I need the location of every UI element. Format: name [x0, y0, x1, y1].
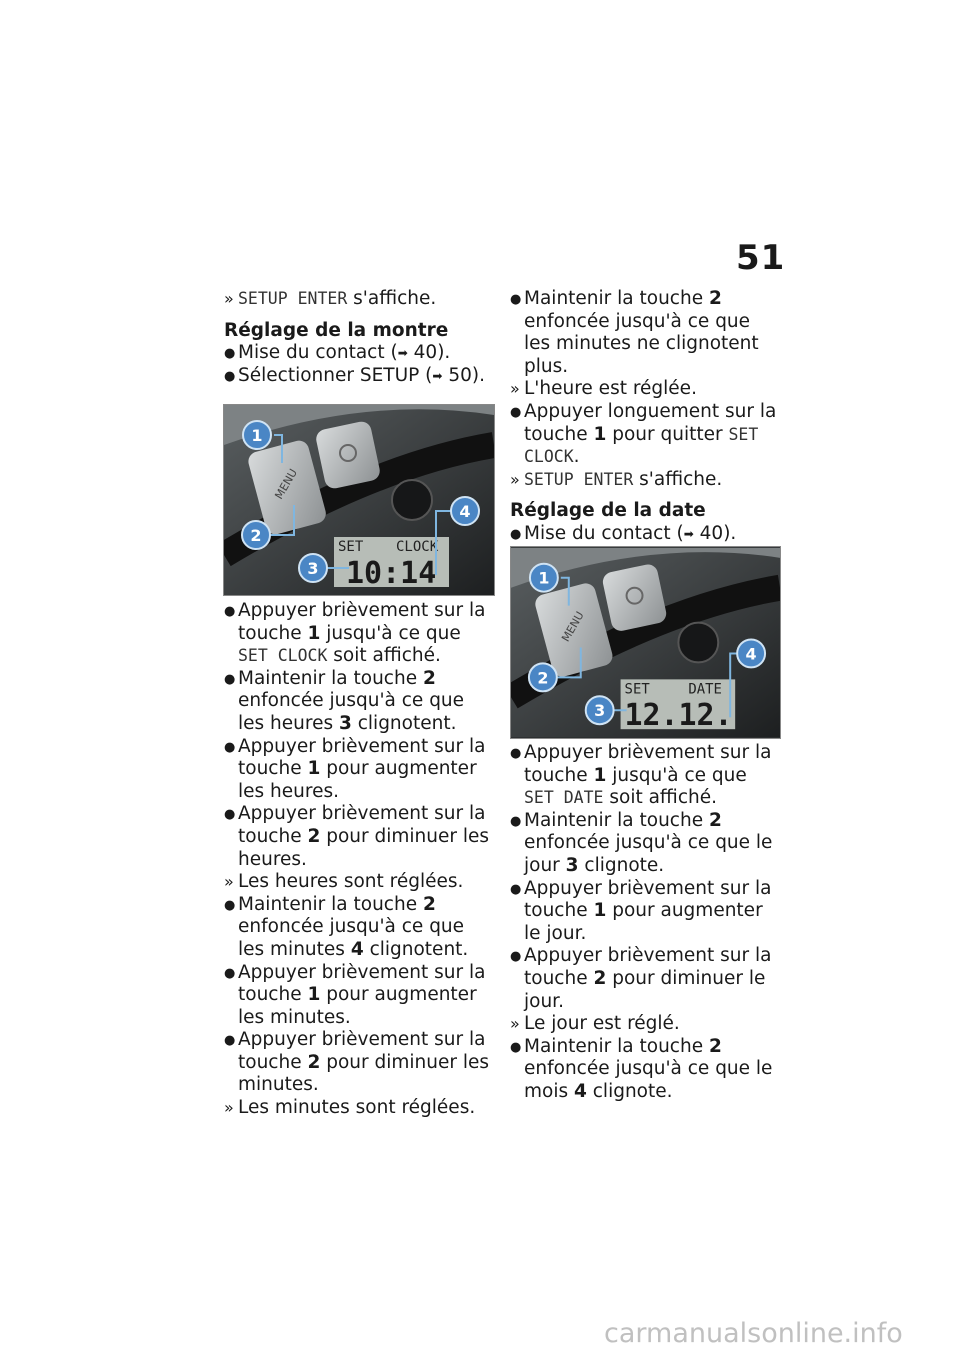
arrow-right-icon: ➡ — [397, 346, 408, 361]
bullet-icon: ● — [224, 368, 236, 384]
result-line: » SETUP ENTER s'affiche. — [510, 468, 723, 490]
bullet-icon: ● — [510, 526, 522, 542]
bullet-icon: ● — [224, 346, 236, 362]
prereq-item: ● Mise du contact (➡ 40). — [510, 523, 780, 546]
step-item: ● Appuyer brièvement sur la touche 1 jusqu'à ce que SET CLOCK soit affiché. — [224, 600, 486, 667]
right-steps — [510, 742, 780, 1104]
double-chevron-icon: » — [510, 1014, 520, 1034]
prereq-text: Sélectionner SETUP ( — [238, 364, 433, 386]
bullet-icon: ● — [510, 949, 522, 965]
double-chevron-icon: » — [510, 379, 520, 399]
bullet-icon: ● — [224, 897, 236, 913]
bullet-icon: ● — [510, 813, 522, 829]
page-ref[interactable]: 50 — [448, 364, 472, 386]
bullet-icon: ● — [510, 404, 522, 420]
callout-4: 4 — [745, 644, 757, 664]
display-text: SETUP ENTER — [238, 289, 348, 308]
step-item: ● Appuyer brièvement sur la touche 2 pour diminuer les minutes. — [224, 1029, 490, 1096]
watermark[interactable]: carmanualsonline.info — [604, 1318, 903, 1349]
page-ref[interactable]: 40 — [699, 522, 724, 544]
arrow-right-icon: ➡ — [683, 526, 694, 541]
step-item: ● Appuyer brièvement sur la touche 1 jusqu'à ce que SET DATE soit affiché. — [510, 742, 772, 809]
step-item: ● Maintenir la touche 2 enfoncée jusqu'à ce que les minutes ne clignotent plus. — [510, 288, 759, 377]
double-chevron-icon: » — [224, 872, 234, 892]
step-item: ● Maintenir la touche 2 enfoncée jusqu'à ce que le jour 3 clignote. — [510, 809, 773, 876]
section-heading-clock: Réglage de la montre — [224, 319, 449, 341]
prereq-item — [224, 342, 494, 365]
bullet-icon: ● — [510, 746, 522, 761]
arrow-right-icon: ➡ — [432, 368, 443, 383]
clock-setting-photo — [223, 404, 495, 596]
result-text: s'affiche. — [347, 288, 437, 309]
right-column — [510, 288, 780, 568]
bullet-icon: ● — [224, 739, 236, 755]
double-chevron-icon: » — [510, 469, 520, 489]
step-item: ● Appuyer brièvement sur la touche 1 pour augmenter les minutes. — [224, 961, 486, 1028]
bullet-icon: ● — [510, 881, 522, 897]
callout-1: 1 — [251, 426, 263, 445]
lcd-set-label: SET — [338, 539, 364, 555]
menu-button-label: MENU — [272, 466, 300, 502]
result-line: » L'heure est réglée. — [510, 378, 697, 400]
step-item: ● Appuyer brièvement sur la touche 2 pour diminuer le jour. — [510, 945, 772, 1012]
prereq-text-end: ). — [471, 364, 485, 386]
step-item: ● Appuyer longuement sur la touche 1 pour quitter SET CLOCK. — [510, 400, 777, 468]
lcd-date-display: 12.12. — [624, 698, 733, 734]
menu-button-label: MENU — [559, 609, 587, 644]
callout-3: 3 — [594, 701, 606, 721]
step-item: ● Maintenir la touche 2 enfoncée jusqu'à ce que les heures 3 clignotent. — [224, 667, 465, 734]
bullet-icon: ● — [224, 604, 236, 619]
result-line: » Les heures sont réglées. — [224, 871, 464, 893]
left-steps — [224, 600, 494, 1120]
left-column — [224, 288, 494, 387]
date-setting-photo — [510, 546, 781, 739]
step-item: ● Appuyer brièvement sur la touche 2 pour diminuer les heures. — [224, 803, 490, 870]
result-line — [224, 288, 494, 311]
prereq-text: Mise du contact ( — [238, 342, 398, 364]
result-line: » Le jour est réglé. — [510, 1013, 680, 1035]
lcd-time-display: 10:14 — [346, 556, 437, 591]
bullet-icon: ● — [224, 671, 236, 687]
step-item: ● Appuyer brièvement sur la touche 1 pour augmenter les heures. — [224, 735, 486, 802]
bullet-icon: ● — [224, 965, 236, 981]
double-chevron-icon: » — [224, 289, 234, 308]
lcd-set-label: SET — [624, 681, 650, 698]
callout-1: 1 — [538, 568, 550, 588]
page-ref[interactable]: 40 — [413, 342, 438, 364]
prereq-item — [224, 365, 494, 388]
callout-2: 2 — [250, 526, 262, 545]
step-item: ● Maintenir la touche 2 enfoncée jusqu'à ce que les minutes 4 clignotent. — [224, 893, 469, 960]
step-item: ● Maintenir la touche 2 enfoncée jusqu'à ce que le mois 4 clignote. — [510, 1035, 773, 1102]
double-chevron-icon: » — [224, 1098, 234, 1118]
bullet-icon: ● — [224, 1033, 236, 1049]
lcd-date-label: DATE — [688, 681, 722, 698]
callout-2: 2 — [537, 668, 549, 688]
section-heading-date: Réglage de la date — [510, 500, 706, 522]
result-line: » Les minutes sont réglées. — [224, 1097, 476, 1119]
page-number: 51 — [736, 238, 786, 278]
bullet-icon: ● — [510, 292, 522, 307]
bullet-icon: ● — [224, 807, 236, 823]
lcd-clock-label: CLOCK — [396, 539, 439, 555]
bullet-icon: ● — [510, 1039, 522, 1055]
callout-3: 3 — [307, 559, 319, 578]
callout-4: 4 — [459, 502, 471, 521]
step-item: ● Appuyer brièvement sur la touche 1 pour augmenter le jour. — [510, 877, 772, 944]
prereq-text-end: ). — [437, 342, 451, 364]
